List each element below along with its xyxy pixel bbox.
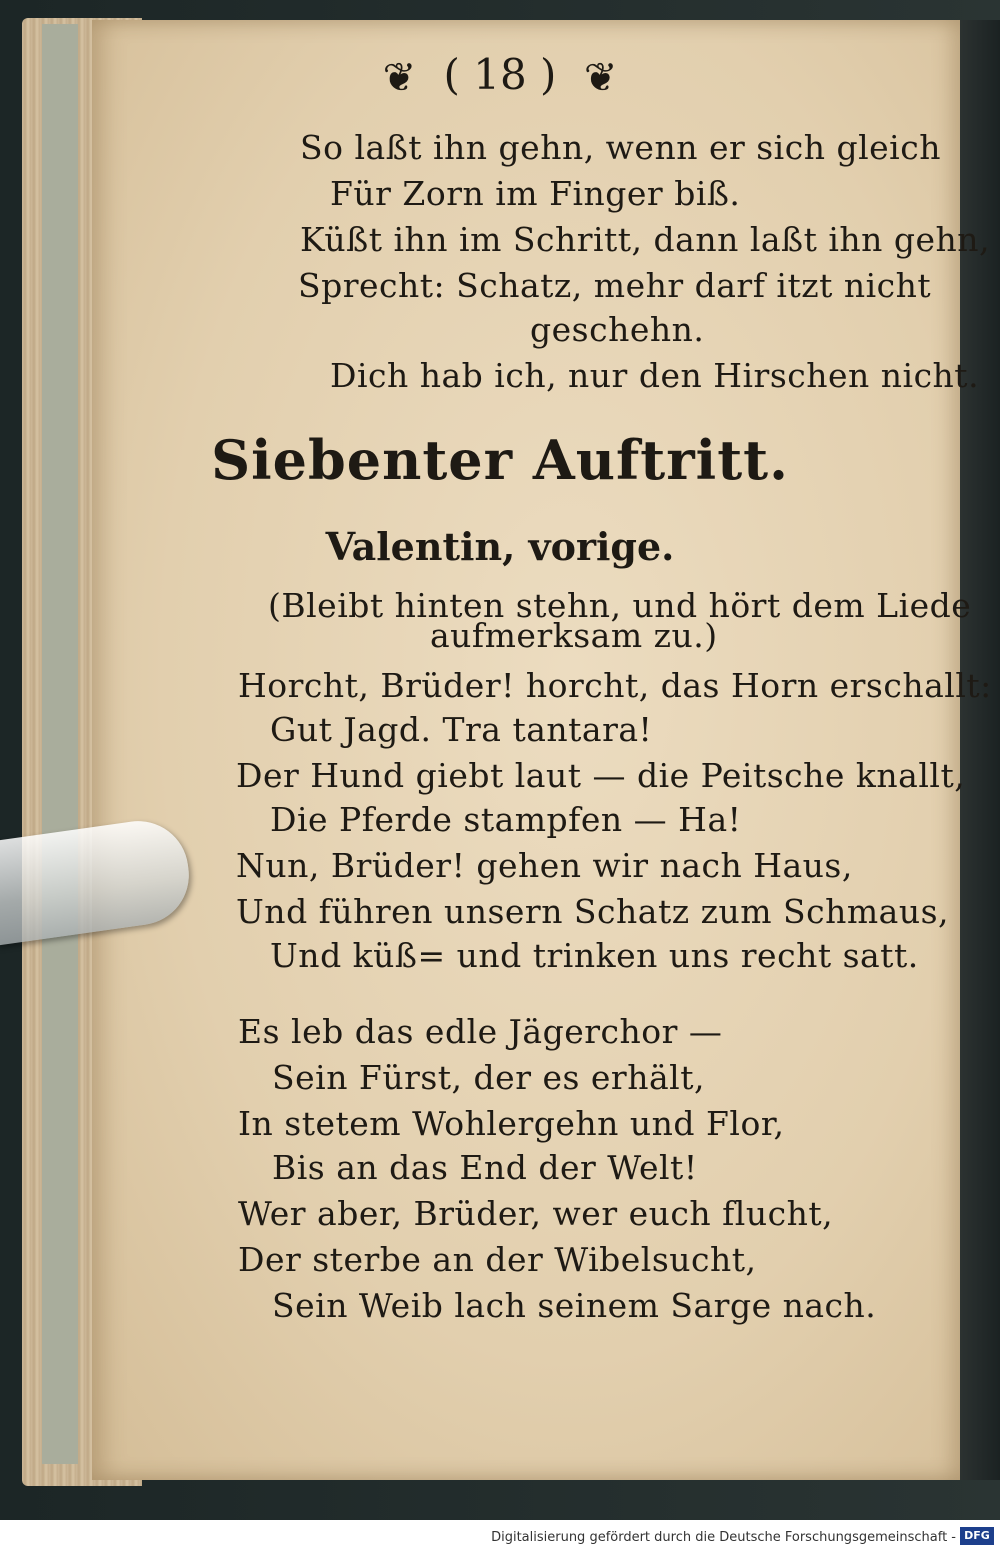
ornament-right-icon: ❦ [583,55,618,101]
verse3-line: Sein Fürst, der es erhält, [272,1058,705,1097]
verse2-line: Der Hund giebt laut — die Peitsche knallt, [236,756,966,795]
dfg-logo: DFG [960,1527,994,1545]
verse2-line: Die Pferde stampfen — Ha! [270,800,742,839]
stage-direction-line: (Bleibt hinten stehn, und hört dem Liede [268,586,972,625]
verse3-line: Wer aber, Brüder, wer euch flucht, [238,1194,834,1233]
verse2-line: Und küß= und trinken uns recht satt. [270,936,919,975]
verse1-line: Für Zorn im Finger biß. [330,174,741,213]
page-number: ( 18 ) [443,50,557,99]
verse3-line: Bis an das End der Welt! [272,1148,698,1187]
verse3-line: Sein Weib lach seinem Sarge nach. [272,1286,877,1325]
verse2-line: Horcht, Brüder! horcht, das Horn erschallt: [238,666,992,705]
verse3-line: Der sterbe an der Wibelsucht, [238,1240,757,1279]
scene-heading: Siebenter Auftritt. [211,428,789,492]
ornament-left-icon: ❦ [382,55,417,101]
verse1-line: Küßt ihn im Schritt, dann laßt ihn gehn, [300,220,991,259]
verse1-line: geschehn. [530,310,705,349]
verse2-line: Gut Jagd. Tra tantara! [270,710,653,749]
verse1-line: Sprecht: Schatz, mehr darf itzt nicht [298,266,932,305]
funding-notice: Digitalisierung gefördert durch die Deutsche Forschungsgemeinschaft - [491,1530,956,1545]
verse2-line: Und führen unsern Schatz zum Schmaus, [236,892,949,931]
cast-list: Valentin, vorige. [325,524,675,569]
verse2-line: Nun, Brüder! gehen wir nach Haus, [236,846,853,885]
verse1-line: Dich hab ich, nur den Hirschen nicht. [330,356,980,395]
verse3-line: In stetem Wohlergehn und Flor, [238,1104,785,1143]
stage-direction-line: aufmerksam zu.) [430,616,718,655]
verse3-line: Es leb das edle Jägerchor — [238,1012,723,1051]
page-header [0,50,1000,101]
verse1-line: So laßt ihn gehn, wenn er sich gleich [300,128,941,167]
